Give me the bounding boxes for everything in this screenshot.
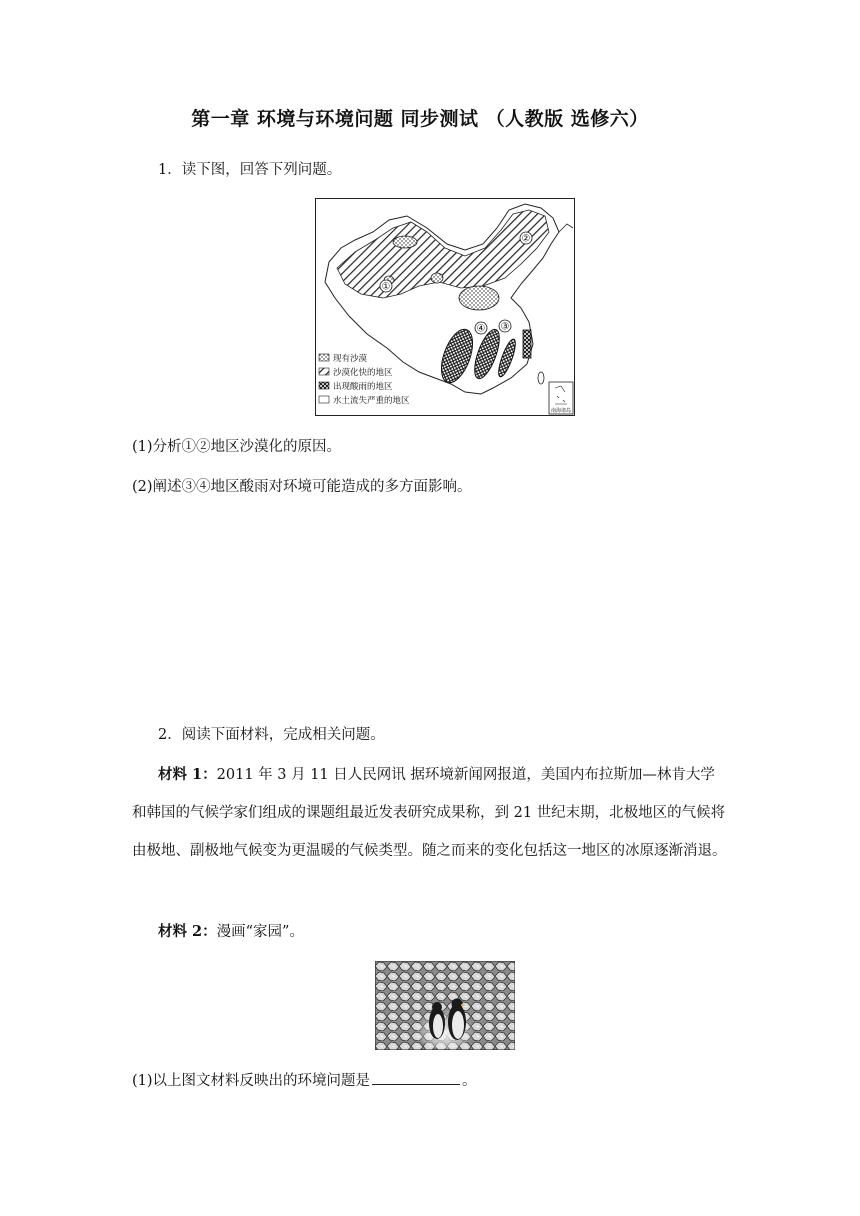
q2-sub1 — [132, 1070, 477, 1091]
q2-intro: 2．阅读下面材料，完成相关问题。 — [158, 727, 385, 743]
region-label-3: ③ — [500, 321, 510, 333]
material-1-label: 材料 1： — [158, 766, 217, 783]
legend-item-desert: 现有沙漠 — [333, 354, 368, 364]
material-2 — [158, 922, 304, 942]
q2-sub1-prefix: (1)以上图文材料反映出的环境问题是 — [132, 1073, 371, 1089]
page-title: 第一章 环境与环境问题 同步测试 （人教版 选修六） — [191, 108, 649, 130]
home-cartoon-image — [375, 961, 515, 1050]
material-2-text: 漫画“家园”。 — [216, 924, 304, 940]
answer-blank[interactable] — [372, 1070, 460, 1085]
legend-item-acid-rain: 出现酸雨的地区 — [333, 382, 393, 392]
region-label-4: ④ — [476, 323, 486, 335]
q1-intro: 1．读下图，回答下列问题。 — [158, 162, 342, 178]
region-label-2: ② — [521, 233, 531, 245]
q1-sub2: (2)阐述③④地区酸雨对环境可能造成的多方面影响。 — [132, 479, 472, 495]
inset-label: 南海诸岛 — [550, 408, 572, 414]
q2-sub1-suffix: 。 — [462, 1073, 477, 1089]
q1-sub1: (1)分析①②地区沙漠化的原因。 — [132, 439, 342, 455]
material-2-label: 材料 2： — [158, 923, 217, 940]
china-environment-map — [315, 198, 575, 416]
region-label-1: ① — [381, 281, 391, 293]
material-1 — [132, 756, 728, 870]
legend-item-desertification: 沙漠化快的地区 — [333, 368, 393, 378]
material-1-text: 2011 年 3 月 11 日人民网讯 据环境新闻网报道，美国内布拉斯加—林肯大学和韩国的气候学家们组成的课题组最近发表研究成果称，到 21 世纪末期，北极地区的气候将由极地、副极地气候变为更温暖的气候类型。随之而来的变化包括这一地区的冰原逐渐消退。 — [132, 767, 727, 859]
legend-item-soil-erosion: 水土流失严重的地区 — [333, 396, 410, 406]
